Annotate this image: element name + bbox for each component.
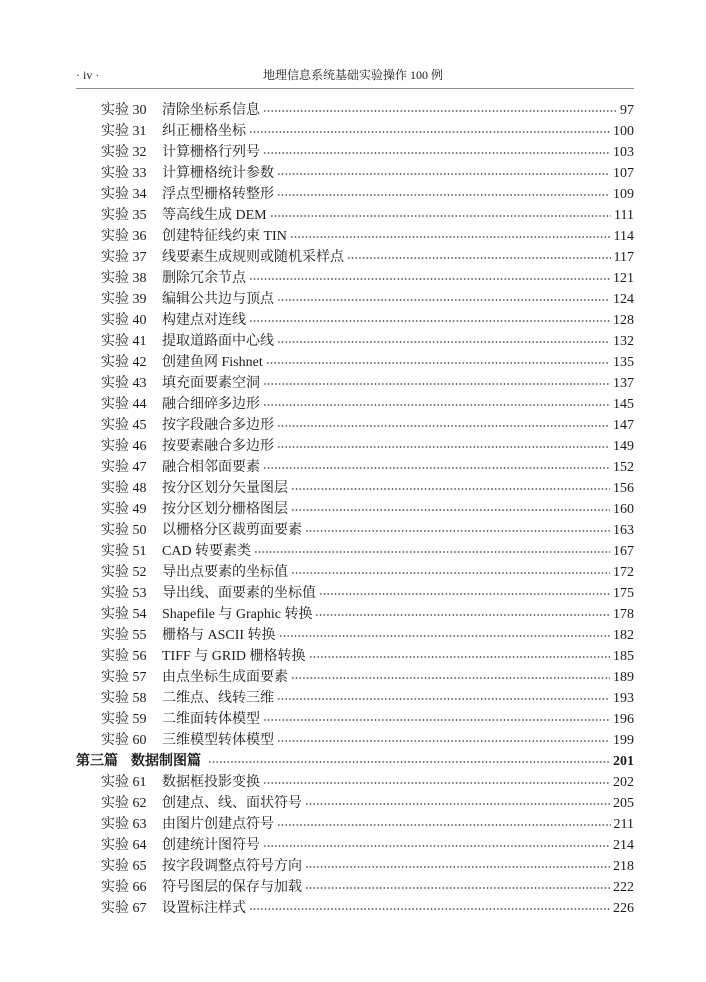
entry-title: 按字段调整点符号方向 <box>162 858 302 874</box>
experiment-number: 实验 31 <box>101 123 147 139</box>
entry-title: 由图片创建点符号 <box>162 816 274 832</box>
entry-title: 创建统计图符号 <box>162 837 260 853</box>
table-of-contents <box>76 100 634 919</box>
page-number: 163 <box>613 522 634 538</box>
toc-entry <box>76 100 634 121</box>
toc-entry <box>76 898 634 919</box>
experiment-number: 实验 59 <box>101 711 147 727</box>
toc-entry <box>76 667 634 688</box>
page-number: 128 <box>613 312 634 328</box>
toc-entry <box>76 562 634 583</box>
experiment-number: 实验 30 <box>101 102 147 118</box>
entry-title: 线要素生成规则或随机采样点 <box>162 249 344 265</box>
entry-title: CAD 转要素类 <box>162 543 252 559</box>
experiment-number: 实验 45 <box>101 417 147 433</box>
entry-title: 填充面要素空洞 <box>162 375 260 391</box>
dot-leader <box>263 373 610 394</box>
page-number: 214 <box>613 837 634 853</box>
experiment-number: 实验 34 <box>101 186 147 202</box>
running-header-title: 地理信息系统基础实验操作 100 例 <box>262 68 443 82</box>
dot-leader <box>277 289 610 310</box>
dot-leader <box>263 100 617 121</box>
experiment-number: 实验 44 <box>101 396 147 412</box>
experiment-number: 实验 63 <box>101 816 147 832</box>
entry-title: 三维模型转体模型 <box>162 732 274 748</box>
entry-title: 二维面转体模型 <box>162 711 260 727</box>
dot-leader <box>291 499 610 520</box>
dot-leader <box>291 562 610 583</box>
dot-leader <box>305 856 610 877</box>
dot-leader <box>208 751 610 772</box>
dot-leader <box>277 415 610 436</box>
experiment-number: 实验 52 <box>101 564 147 580</box>
dot-leader <box>279 625 610 646</box>
page-number: 121 <box>613 270 634 286</box>
entry-title: 导出线、面要素的坐标值 <box>162 585 316 601</box>
toc-entry <box>76 226 634 247</box>
dot-leader <box>263 772 610 793</box>
experiment-number: 实验 66 <box>101 879 147 895</box>
toc-entry <box>76 856 634 877</box>
experiment-number: 实验 54 <box>101 606 147 622</box>
page-number: 199 <box>613 732 634 748</box>
experiment-number: 实验 37 <box>101 249 147 265</box>
experiment-number: 实验 53 <box>101 585 147 601</box>
dot-leader <box>270 205 611 226</box>
dot-leader <box>277 331 610 352</box>
entry-title: 融合细碎多边形 <box>162 396 260 412</box>
entry-title: 按字段融合多边形 <box>162 417 274 433</box>
dot-leader <box>263 709 610 730</box>
toc-entry <box>76 205 634 226</box>
page-number: 117 <box>613 249 634 265</box>
page-number: 185 <box>613 648 634 664</box>
experiment-number: 实验 61 <box>101 774 147 790</box>
dot-leader <box>249 121 610 142</box>
entry-title: 计算栅格统计参数 <box>162 165 274 181</box>
page-number: 156 <box>613 480 634 496</box>
dot-leader <box>263 835 610 856</box>
toc-entry <box>76 373 634 394</box>
toc-entry <box>76 520 634 541</box>
experiment-number: 实验 57 <box>101 669 147 685</box>
experiment-number: 实验 56 <box>101 648 147 664</box>
toc-entry <box>76 394 634 415</box>
toc-entry <box>76 184 634 205</box>
toc-entry <box>76 835 634 856</box>
toc-entry <box>76 793 634 814</box>
entry-title: 按分区划分栅格图层 <box>162 501 288 517</box>
entry-title: 数据框投影变换 <box>162 774 260 790</box>
dot-leader <box>277 814 611 835</box>
page-number: 193 <box>613 690 634 706</box>
page-number: 172 <box>613 564 634 580</box>
part-title: 数据制图篇 <box>131 753 201 769</box>
experiment-number: 实验 39 <box>101 291 147 307</box>
experiment-number: 实验 36 <box>101 228 147 244</box>
dot-leader <box>249 310 610 331</box>
toc-entry <box>76 688 634 709</box>
experiment-number: 实验 58 <box>101 690 147 706</box>
dot-leader <box>263 457 610 478</box>
toc-entry <box>76 478 634 499</box>
entry-title: 按分区划分矢量图层 <box>162 480 288 496</box>
toc-entry <box>76 499 634 520</box>
dot-leader <box>277 730 610 751</box>
dot-leader <box>263 394 610 415</box>
experiment-number: 实验 64 <box>101 837 147 853</box>
toc-entry <box>76 814 634 835</box>
experiment-number: 实验 40 <box>101 312 147 328</box>
experiment-number: 实验 43 <box>101 375 147 391</box>
page-number: 109 <box>613 186 634 202</box>
dot-leader <box>249 268 610 289</box>
page-number: 201 <box>613 753 634 769</box>
entry-title: 二维点、线转三维 <box>162 690 274 706</box>
page-number: 147 <box>613 417 634 433</box>
experiment-number: 实验 65 <box>101 858 147 874</box>
page-number: 107 <box>613 165 634 181</box>
page-number: 145 <box>613 396 634 412</box>
dot-leader <box>315 604 610 625</box>
toc-entry <box>76 289 634 310</box>
page-number: 152 <box>613 459 634 475</box>
page-number: 211 <box>613 816 634 832</box>
experiment-number: 实验 67 <box>101 900 147 916</box>
page-number: 222 <box>613 879 634 895</box>
page-number: 114 <box>613 228 634 244</box>
dot-leader <box>266 352 610 373</box>
page-number: 202 <box>613 774 634 790</box>
page-number: 97 <box>620 102 634 118</box>
page-number: 137 <box>613 375 634 391</box>
toc-entry <box>76 436 634 457</box>
toc-entry <box>76 625 634 646</box>
page-number: 182 <box>613 627 634 643</box>
toc-entry <box>76 331 634 352</box>
dot-leader <box>277 688 610 709</box>
experiment-number: 实验 46 <box>101 438 147 454</box>
entry-title: 编辑公共边与顶点 <box>162 291 274 307</box>
part-label: 第三篇 <box>76 753 118 769</box>
entry-title: 导出点要素的坐标值 <box>162 564 288 580</box>
experiment-number: 实验 47 <box>101 459 147 475</box>
entry-title: 栅格与 ASCII 转换 <box>162 627 276 643</box>
experiment-number: 实验 60 <box>101 732 147 748</box>
dot-leader <box>263 142 610 163</box>
dot-leader <box>277 184 610 205</box>
toc-entry <box>76 247 634 268</box>
toc-entry <box>76 541 634 562</box>
entry-title: 按要素融合多边形 <box>162 438 274 454</box>
toc-entry <box>76 352 634 373</box>
entry-title: 由点坐标生成面要素 <box>162 669 288 685</box>
experiment-number: 实验 33 <box>101 165 147 181</box>
dot-leader <box>319 583 610 604</box>
toc-entry <box>76 163 634 184</box>
page-number: 124 <box>613 291 634 307</box>
page-number: 160 <box>613 501 634 517</box>
dot-leader <box>290 226 611 247</box>
experiment-number: 实验 55 <box>101 627 147 643</box>
page-number: 100 <box>613 123 634 139</box>
experiment-number: 实验 38 <box>101 270 147 286</box>
entry-title: 构建点对连线 <box>162 312 246 328</box>
entry-title: TIFF 与 GRID 栅格转换 <box>162 648 306 664</box>
experiment-number: 实验 50 <box>101 522 147 538</box>
entry-title: 纠正栅格坐标 <box>162 123 246 139</box>
toc-entry <box>76 121 634 142</box>
entry-title: 等高线生成 DEM <box>162 207 267 223</box>
experiment-number: 实验 32 <box>101 144 147 160</box>
toc-entry <box>76 772 634 793</box>
dot-leader <box>277 436 610 457</box>
experiment-number: 实验 49 <box>101 501 147 517</box>
dot-leader <box>291 478 610 499</box>
experiment-number: 实验 41 <box>101 333 147 349</box>
entry-title: 清除坐标系信息 <box>162 102 260 118</box>
page-number: 132 <box>613 333 634 349</box>
dot-leader <box>254 541 610 562</box>
experiment-number: 实验 35 <box>101 207 147 223</box>
page-number: 226 <box>613 900 634 916</box>
experiment-number: 实验 62 <box>101 795 147 811</box>
toc-entry <box>76 142 634 163</box>
entry-title: 融合相邻面要素 <box>162 459 260 475</box>
entry-title: 浮点型栅格转整形 <box>162 186 274 202</box>
entry-title: 创建特征线约束 TIN <box>162 228 287 244</box>
part-heading <box>76 751 634 772</box>
entry-title: 创建鱼网 Fishnet <box>162 354 263 370</box>
toc-entry <box>76 646 634 667</box>
page-number: 175 <box>613 585 634 601</box>
dot-leader <box>305 793 610 814</box>
page-number-marker: · iv · <box>76 68 100 82</box>
entry-title: 符号图层的保存与加载 <box>162 879 302 895</box>
page-number: 149 <box>613 438 634 454</box>
dot-leader <box>249 898 610 919</box>
page-number: 205 <box>613 795 634 811</box>
dot-leader <box>347 247 611 268</box>
page-number: 178 <box>613 606 634 622</box>
entry-title: 以栅格分区裁剪面要素 <box>162 522 302 538</box>
page-number: 111 <box>614 207 634 223</box>
page-number: 167 <box>613 543 634 559</box>
entry-title: 删除冗余节点 <box>162 270 246 286</box>
experiment-number: 实验 48 <box>101 480 147 496</box>
page-number: 218 <box>613 858 634 874</box>
toc-entry <box>76 415 634 436</box>
toc-entry <box>76 583 634 604</box>
experiment-number: 实验 42 <box>101 354 147 370</box>
toc-entry <box>76 604 634 625</box>
entry-title: 创建点、线、面状符号 <box>162 795 302 811</box>
entry-title: 设置标注样式 <box>162 900 246 916</box>
dot-leader <box>277 163 610 184</box>
toc-entry <box>76 709 634 730</box>
page-number: 103 <box>613 144 634 160</box>
header-rule <box>76 88 634 89</box>
entry-title: 提取道路面中心线 <box>162 333 274 349</box>
dot-leader <box>291 667 610 688</box>
toc-entry <box>76 730 634 751</box>
dot-leader <box>305 520 610 541</box>
dot-leader <box>309 646 610 667</box>
toc-entry <box>76 877 634 898</box>
dot-leader <box>305 877 610 898</box>
entry-title: 计算栅格行列号 <box>162 144 260 160</box>
toc-entry <box>76 457 634 478</box>
page-number: 196 <box>613 711 634 727</box>
page-number: 135 <box>613 354 634 370</box>
page-number: 189 <box>613 669 634 685</box>
toc-entry <box>76 268 634 289</box>
entry-title: Shapefile 与 Graphic 转换 <box>162 606 313 622</box>
experiment-number: 实验 51 <box>101 543 147 559</box>
toc-entry <box>76 310 634 331</box>
